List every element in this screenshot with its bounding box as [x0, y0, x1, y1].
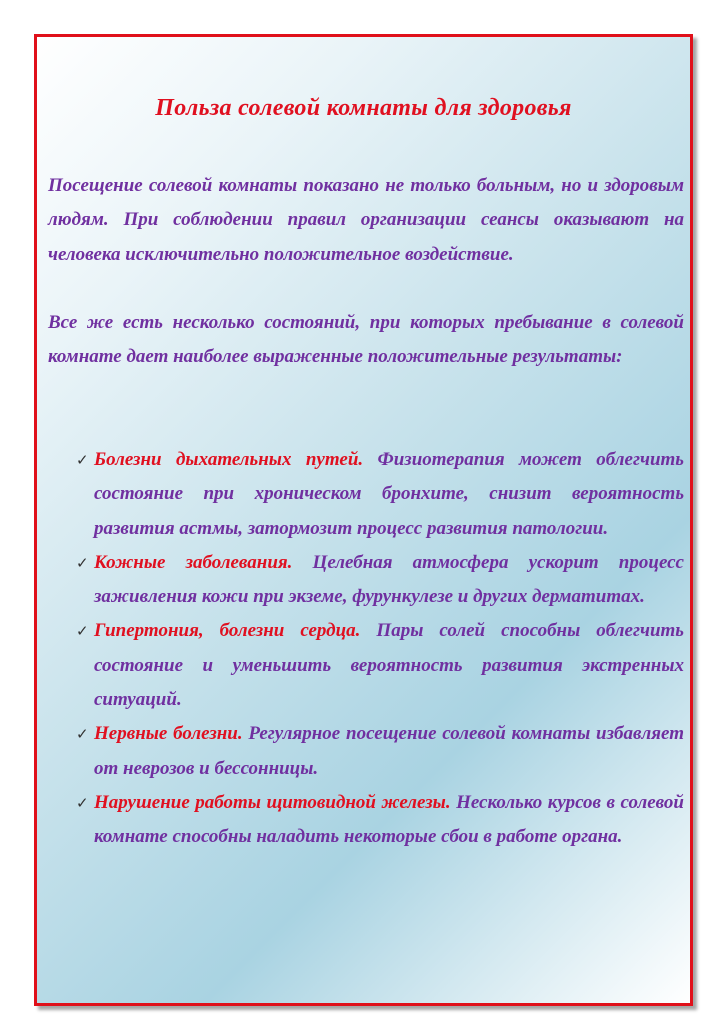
item-text: Пары солей способны облегчить состояние и уменьшить вероятность развития экстренных ситуаций.: [94, 620, 684, 711]
item-lead: Нарушение работы щитовидной железы.: [94, 791, 451, 813]
item-lead: Гипертония, болезни сердца.: [94, 620, 361, 642]
intro-paragraph-2: Все же есть несколько состояний, при которых пребывание в солевой комнате дает наиболее выраженные положительные результаты:: [48, 312, 684, 368]
list-item-hypertension: [77, 614, 684, 717]
item-text: Несколько курсов в солевой комнате способны наладить некоторые сбои в работе органа.: [94, 791, 684, 848]
item-text: Целебная атмосфера ускорит процесс заживления кожи при экземе, фурункулезе и других дерматитах.: [94, 551, 684, 608]
check-icon: ✓: [76, 793, 89, 812]
list-item-skin: [77, 546, 684, 615]
check-icon: ✓: [76, 451, 89, 469]
page-title: Польза солевой комнаты для здоровья: [155, 95, 572, 121]
benefits-list: [77, 443, 684, 855]
check-icon: ✓: [76, 553, 89, 572]
item-lead: Нервные болезни.: [94, 723, 243, 745]
item-lead: Кожные заболевания.: [94, 551, 293, 573]
intro-paragraph-1: Посещение солевой комнаты показано не только больным, но и здоровым людям. При соблюдении правил организации сеансы оказывают на человека исключительно положительное воздействие.: [48, 175, 684, 265]
check-icon: ✓: [76, 725, 89, 744]
list-item-nervous: [77, 717, 684, 786]
item-text: Регулярное посещение солевой комнаты избавляет от неврозов и бессонницы.: [94, 723, 684, 779]
list-item-thyroid: [77, 786, 684, 855]
item-text: Физиотерапия может облегчить состояние при хроническом бронхите, снизит вероятность развития астмы, затормозит процесс развития патологии.: [94, 449, 684, 539]
item-lead: Болезни дыхательных путей.: [94, 449, 364, 470]
list-item-respiratory: [77, 443, 684, 546]
poster-frame: [34, 34, 693, 1006]
check-icon: ✓: [76, 622, 89, 641]
